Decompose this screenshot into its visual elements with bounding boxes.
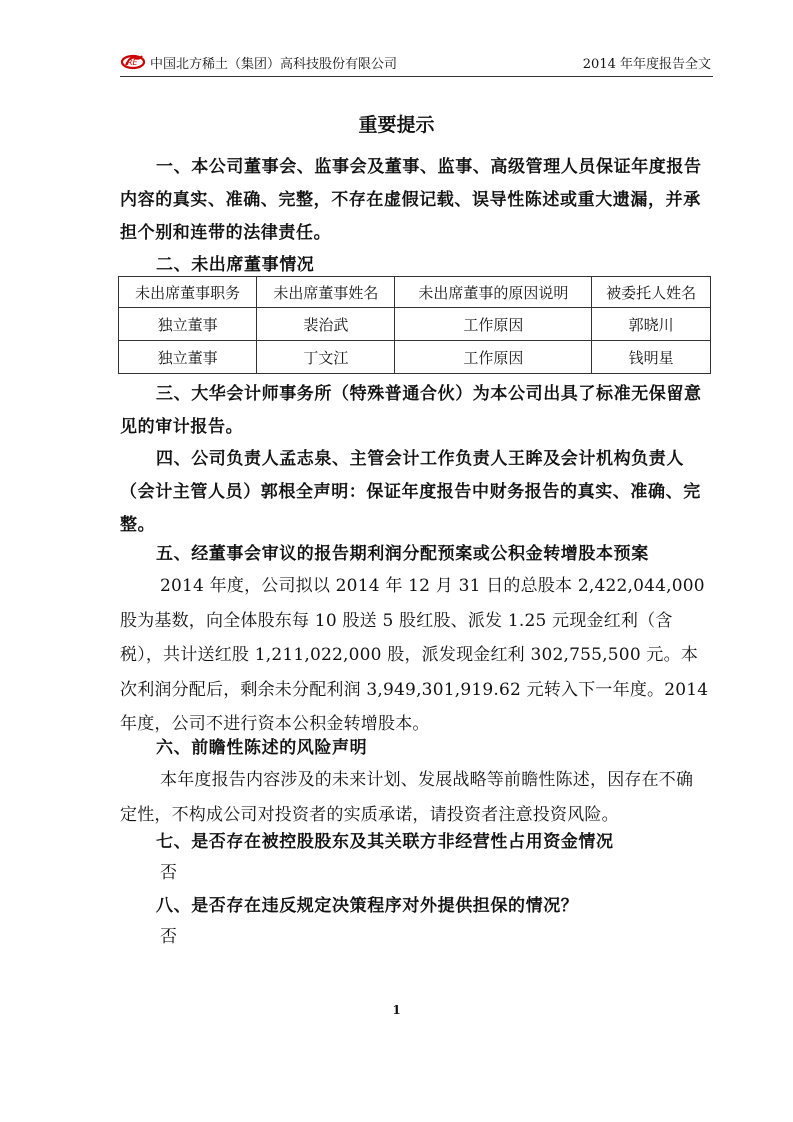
table-cell: 工作原因 [395, 308, 592, 341]
table-cell: 独立董事 [119, 308, 257, 341]
absent-directors-table [118, 276, 711, 374]
table-header-row [119, 277, 711, 308]
table-row [119, 341, 711, 374]
table-header-cell: 被委托人姓名 [592, 277, 711, 308]
section-8-answer: 否 [160, 927, 178, 947]
table-header-cell: 未出席董事姓名 [257, 277, 395, 308]
section-4: 四、公司负责人孟志泉、主管会计工作负责人王眸及会计机构负责人（会计主管人员）郭根全声明：保证年度报告中财务报告的真实、准确、完整。 [120, 449, 701, 535]
table-header-cell: 未出席董事职务 [119, 277, 257, 308]
header-report-title: 2014 年年度报告全文 [582, 57, 711, 72]
table-header-cell: 未出席董事的原因说明 [395, 277, 592, 308]
section-5-heading: 五、经董事会审议的报告期利润分配预案或公积金转增股本预案 [156, 544, 649, 564]
table-cell: 郭晓川 [592, 308, 711, 341]
table-cell: 工作原因 [395, 341, 592, 374]
company-logo-icon [120, 52, 146, 70]
table-cell: 独立董事 [119, 341, 257, 374]
table-cell: 裴治武 [257, 308, 395, 341]
section-3: 三、大华会计师事务所（特殊普通合伙）为本公司出具了标准无保留意见的审计报告。 [120, 384, 702, 437]
page-header [120, 50, 713, 77]
section-7-heading: 七、是否存在被控股股东及其关联方非经营性占用资金情况 [156, 832, 614, 852]
page-title: 重要提示 [358, 114, 435, 136]
section-6-heading: 六、前瞻性陈述的风险声明 [156, 738, 368, 758]
section-8-heading: 八、是否存在违反规定决策程序对外提供担保的情况？ [156, 896, 579, 916]
section-6-body: 本年度报告内容涉及的未来计划、发展战略等前瞻性陈述，因存在不确定性，不构成公司对投资者的实质承诺，请投资者注意投资风险。 [120, 770, 694, 825]
section-2-heading: 二、未出席董事情况 [156, 255, 315, 275]
table-cell: 丁文江 [257, 341, 395, 374]
section-7-answer: 否 [160, 863, 178, 883]
section-1: 一、本公司董事会、监事会及董事、监事、高级管理人员保证年度报告内容的真实、准确、完整，不存在虚假记载、误导性陈述或重大遗漏，并承担个别和连带的法律责任。 [120, 157, 702, 243]
table-row [119, 308, 711, 341]
svg-text:RE: RE [127, 58, 138, 67]
page-number: 1 [392, 1003, 401, 1017]
header-company-name: 中国北方稀土（集团）高科技股份有限公司 [150, 57, 398, 72]
section-5-body: 2014 年度，公司拟以 2014 年 12 月 31 日的总股本 2,422,044,000 股为基数，向全体股东每 10 股送 5 股红股、派发 1.25 元现金红利（含税），共计送红股 1,211,022,000 股，派发现金红利 302,755,500 元。本次利润分配后，剩余未分配利润 3,949,301,919.62 元转入下一年度。2014 年度，公司不进行资本公积金转增股本。 [120, 576, 709, 734]
table-cell: 钱明星 [592, 341, 711, 374]
